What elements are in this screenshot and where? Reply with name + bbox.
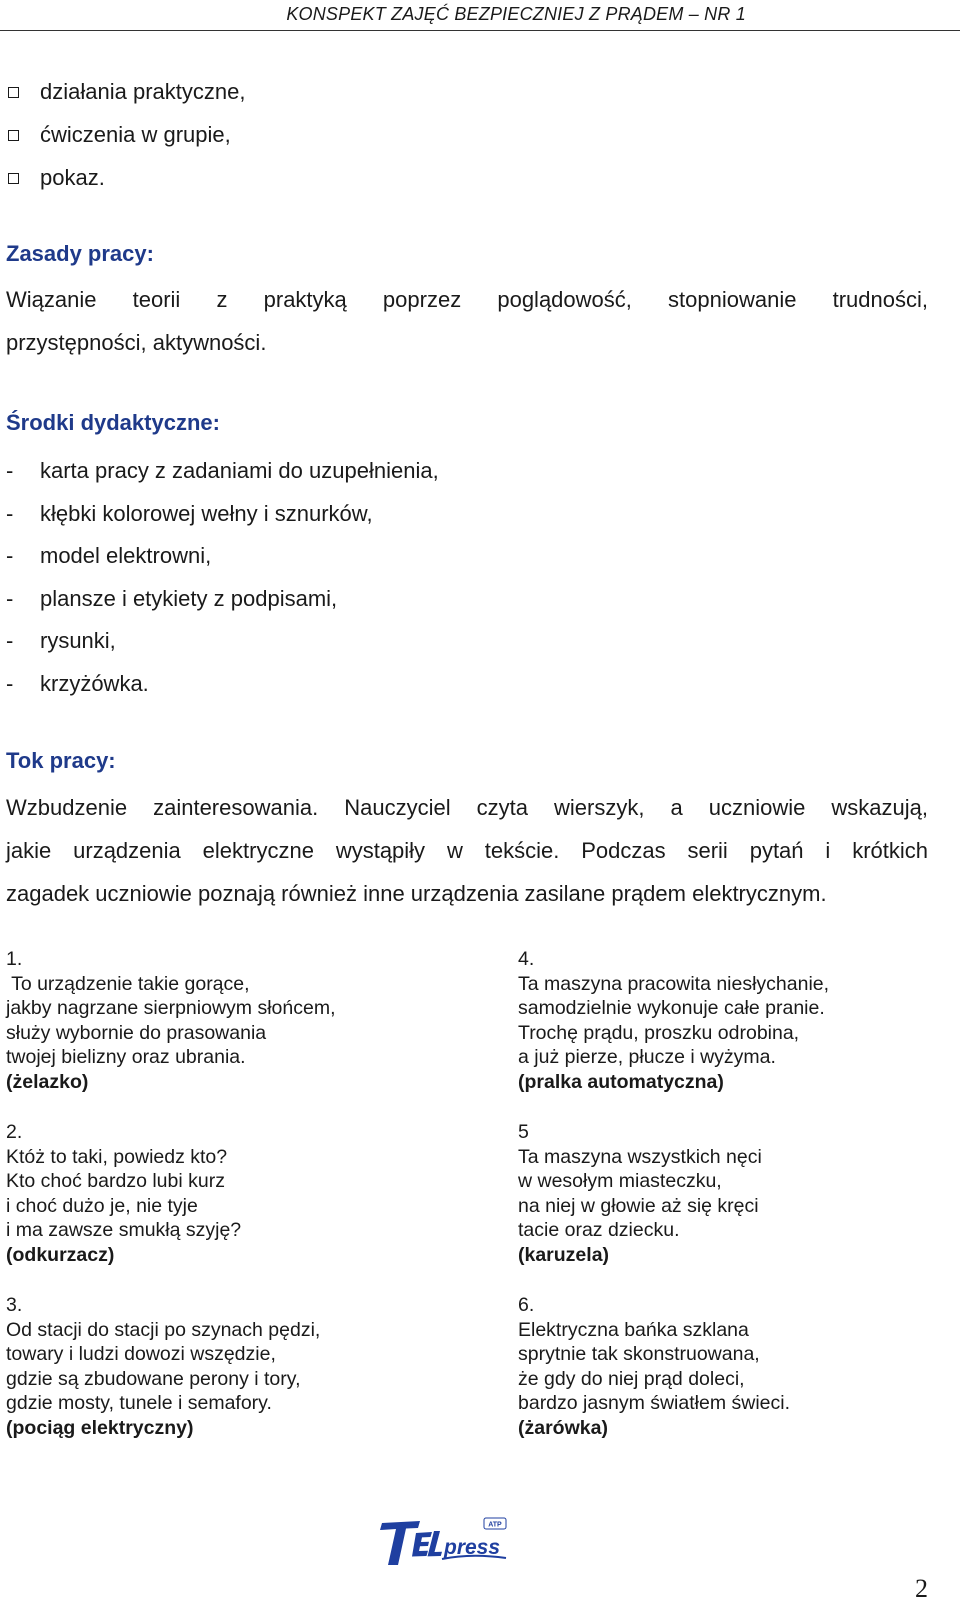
riddle-line: na niej w głowie aż się kręci (518, 1194, 759, 1217)
riddle-line: sprytnie tak skonstruowana, (518, 1343, 760, 1366)
page-header (0, 0, 960, 31)
methods-list (6, 70, 245, 199)
riddle-line: jakby nagrzane sierpniowym słońcem, (6, 997, 336, 1020)
riddle-line: w wesołym miasteczku, (518, 1170, 722, 1193)
riddle-answer: (karuzela) (518, 1243, 610, 1266)
principles-paragraph (6, 278, 928, 364)
riddle-line: że gdy do niej prąd doleci, (518, 1367, 745, 1390)
riddle-line: służy wybornie do prasowania (6, 1021, 267, 1044)
list-item: - krzyżówka. (6, 663, 439, 706)
logo-badge: ATP (488, 1521, 502, 1529)
resources-list (6, 450, 439, 705)
riddle-number: 5 (518, 1121, 529, 1143)
checkbox-bullet-icon (8, 87, 19, 98)
riddle-answer: (pociąg elektryczny) (6, 1416, 194, 1439)
riddle-number: 1. (6, 948, 23, 970)
list-item: działania praktyczne, (6, 70, 245, 113)
paragraph-line: Wiązanie teorii z praktyką poprzez poglądowość, stopniowanie trudności, (6, 287, 928, 312)
dash-bullet: - (6, 500, 14, 526)
paragraph-line: zagadek uczniowie poznają również inne urządzenia zasilane prądem elektrycznym. (6, 881, 827, 906)
riddle-line: tacie oraz dziecku. (518, 1219, 680, 1242)
riddle-number: 4. (518, 948, 535, 970)
telpress-logo (376, 1515, 511, 1569)
riddle-line: Ta maszyna wszystkich nęci (518, 1145, 762, 1168)
list-item: pokaz. (6, 156, 245, 199)
riddle-6 (518, 1293, 790, 1441)
list-item: - model elektrowni, (6, 535, 439, 578)
dash-bullet: - (6, 458, 14, 483)
riddle-line: Elektryczna bańka szklana (518, 1318, 749, 1341)
workflow-paragraph (6, 786, 928, 915)
checkbox-bullet-icon (8, 130, 19, 141)
riddle-number: 6. (518, 1294, 535, 1316)
riddle-line: gdzie mosty, tunele i semafory. (6, 1392, 272, 1415)
dash-bullet: - (6, 585, 14, 611)
riddle-line: Kto choć bardzo lubi kurz (6, 1170, 225, 1193)
riddle-line: i choć dużo je, nie tyje (6, 1194, 198, 1217)
list-item: - plansze i etykiety z podpisami, (6, 578, 439, 621)
checkbox-bullet-icon (8, 173, 19, 184)
list-item: - karta pracy z zadaniami do uzupełnienia, (6, 450, 439, 493)
riddle-answer: (odkurzacz) (6, 1243, 115, 1266)
riddle-line: Trochę prądu, proszku odrobina, (518, 1021, 800, 1044)
riddle-line: bardzo jasnym światłem świeci. (518, 1392, 791, 1415)
page-number: 2 (915, 1574, 928, 1603)
logo-wordmark: press (444, 1536, 501, 1559)
riddle-line: towary i ludzi dowozi wszędzie, (6, 1343, 276, 1366)
riddle-5 (518, 1120, 762, 1268)
document-title: KONSPEKT ZAJĘĆ BEZPIECZNIEJ Z PRĄDEM – NR 1 (286, 4, 746, 24)
riddle-1 (6, 947, 335, 1095)
list-item: - rysunki, (6, 620, 439, 663)
riddle-answer: (żarówka) (518, 1416, 608, 1439)
principles-heading: Zasady pracy: (6, 241, 154, 266)
dash-bullet: - (6, 543, 14, 568)
riddle-4 (518, 947, 829, 1095)
riddle-answer: (żelazko) (6, 1070, 89, 1093)
riddle-number: 3. (6, 1294, 23, 1316)
paragraph-line: przystępności, aktywności. (6, 330, 267, 355)
list-item: - kłębki kolorowej wełny i sznurków, (6, 493, 439, 536)
resources-heading: Środki dydaktyczne: (6, 410, 220, 435)
paragraph-line: Wzbudzenie zainteresowania. Nauczyciel czyta wierszyk, a uczniowie wskazują, (6, 795, 928, 820)
dash-bullet: - (6, 670, 14, 696)
riddle-2 (6, 1120, 241, 1268)
riddle-line: twojej bielizny oraz ubrania. (6, 1046, 246, 1069)
riddle-line: Któż to taki, powiedz kto? (6, 1145, 228, 1168)
riddle-line: gdzie są zbudowane perony i tory, (6, 1367, 301, 1390)
riddle-line: a już pierze, płucze i wyżyma. (518, 1046, 776, 1069)
list-item: ćwiczenia w grupie, (6, 113, 245, 156)
riddle-line: Ta maszyna pracowita niesłychanie, (518, 972, 830, 995)
riddle-line: samodzielnie wykonuje całe pranie. (518, 997, 825, 1020)
riddle-line: Od stacji do stacji po szynach pędzi, (6, 1318, 321, 1341)
riddle-3 (6, 1293, 320, 1441)
riddle-line: i ma zawsze smukłą szyję? (6, 1219, 242, 1242)
dash-bullet: - (6, 628, 14, 653)
paragraph-line: jakie urządzenia elektryczne wystąpiły w tekście. Podczas serii pytań i krótkich (6, 838, 928, 863)
riddle-line: To urządzenie takie gorące, (6, 972, 250, 995)
workflow-heading: Tok pracy: (6, 748, 116, 773)
riddle-answer: (pralka automatyczna) (518, 1070, 724, 1093)
riddle-number: 2. (6, 1121, 23, 1143)
